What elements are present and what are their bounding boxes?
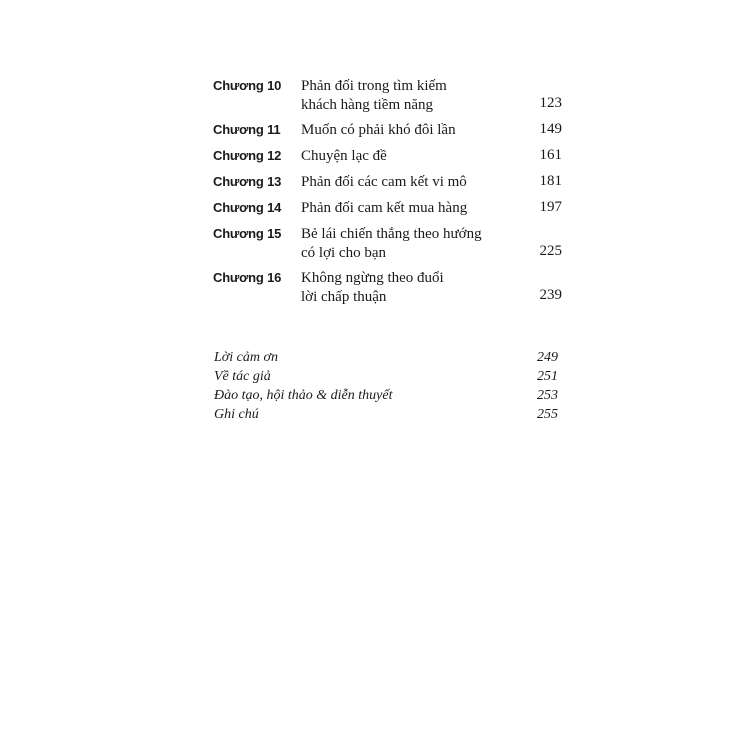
- chapter-title-line: Bẻ lái chiến thắng theo hướng: [301, 226, 482, 242]
- chapter-label: Chương 14: [213, 200, 282, 215]
- back-matter-title: Đào tạo, hội thảo & diễn thuyết: [214, 388, 393, 403]
- chapter-title-line: Phản đối cam kết mua hàng: [301, 200, 468, 216]
- chapter-page-number: 123: [539, 95, 562, 111]
- chapter-title-line: có lợi cho bạn: [301, 245, 386, 261]
- chapter-page-number: 161: [539, 147, 562, 163]
- back-matter-page-number: 251: [537, 369, 558, 384]
- chapter-title-line: khách hàng tiềm năng: [301, 97, 434, 113]
- chapter-label: Chương 11: [213, 122, 281, 137]
- back-matter-page-number: 249: [537, 350, 558, 365]
- chapter-page-number: 181: [539, 173, 562, 189]
- chapter-title-line: Chuyện lạc đề: [301, 148, 387, 164]
- chapter-title: [301, 269, 444, 307]
- back-matter-title: Lời cảm ơn: [214, 350, 278, 365]
- chapter-title-line: Phản đối trong tìm kiếm: [301, 78, 447, 94]
- chapter-page-number: 149: [539, 121, 562, 137]
- chapter-page-number: 239: [539, 287, 562, 303]
- chapter-label: Chương 15: [213, 226, 282, 241]
- chapter-title-line: lời chấp thuận: [301, 289, 387, 305]
- chapter-page-number: 197: [539, 199, 562, 215]
- chapter-title: [301, 199, 467, 218]
- back-matter-page-number: 253: [537, 388, 558, 403]
- chapter-title: [301, 121, 456, 140]
- chapter-page-number: 225: [539, 243, 562, 259]
- back-matter-page-number: 255: [537, 407, 558, 422]
- chapter-label: Chương 13: [213, 174, 282, 189]
- chapter-label: Chương 10: [213, 78, 282, 93]
- chapter-title: [301, 225, 482, 263]
- back-matter-title: Ghi chú: [214, 407, 259, 422]
- chapter-title-line: Phản đối các cam kết vi mô: [301, 174, 467, 190]
- chapter-label: Chương 16: [213, 270, 282, 285]
- back-matter-title: Về tác giả: [214, 369, 271, 384]
- chapter-title: [301, 77, 447, 115]
- chapter-title: [301, 147, 387, 166]
- chapter-title: [301, 173, 467, 192]
- chapter-title-line: Muốn có phải khó đôi lần: [301, 122, 456, 138]
- chapter-label: Chương 12: [213, 148, 282, 163]
- chapter-title-line: Không ngừng theo đuổi: [301, 270, 444, 286]
